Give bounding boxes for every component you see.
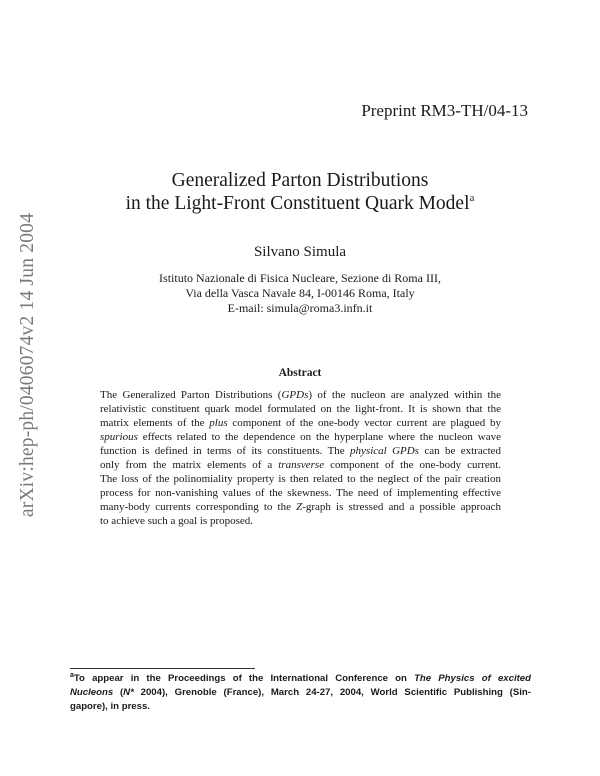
abstract-line: only from the matrix elements of a transverse component of the one-body current. xyxy=(100,459,502,471)
affiliation-email: E-mail: simula@roma3.infn.it xyxy=(227,301,373,315)
preprint-number: Preprint RM3-TH/04-13 xyxy=(361,101,528,120)
abstract-line: matrix elements of the plus component of the one-body vector current are plagued by xyxy=(100,417,502,429)
arxiv-identifier: arXiv:hep-ph/0406074v2 14 Jun 2004 xyxy=(17,212,38,518)
paper-title-line-2 xyxy=(80,192,520,215)
abstract-line: relativistic constituent quark model formulated on the light-front. It is shown that the xyxy=(100,403,501,415)
abstract-line: process for non-vanishing values of the skewness. The need of implementing effective xyxy=(100,487,501,499)
footnote-line: gapore), in press. xyxy=(70,701,150,712)
footnote-line: $^a$To appear in the Proceedings of the International Conference on The Physics of excited xyxy=(70,672,532,684)
abstract-line: function is defined in terms of its constituents. The physical GPDs can be extracted xyxy=(100,445,502,457)
abstract-line: to achieve such a goal is proposed. xyxy=(100,515,254,527)
paper-title-line-1: Generalized Parton Distributions xyxy=(171,170,429,191)
abstract-line: The loss of the polinomiality property is then related to the neglect of the pair creation xyxy=(100,473,501,485)
footnote-divider xyxy=(70,668,255,669)
abstract-line: The Generalized Parton Distributions (GPDs) of the nucleon are analyzed within the xyxy=(100,389,501,401)
title-footnote-mark[interactable]: a xyxy=(469,192,475,204)
affiliation-address: Via della Vasca Navale 84, I-00146 Roma, Italy xyxy=(185,286,415,300)
abstract-heading: Abstract xyxy=(278,367,322,379)
paper-title-text: in the Light-Front Constituent Quark Model xyxy=(125,193,470,214)
abstract-line: spurious effects related to the dependence on the hyperplane where the nucleon wave xyxy=(100,431,501,443)
abstract-line: many-body currents corresponding to the Z-graph is stressed and a possible approach xyxy=(100,501,501,513)
footnote-mark: a xyxy=(70,672,74,679)
author-name: Silvano Simula xyxy=(253,244,347,260)
affiliation-institute: Istituto Nazionale di Fisica Nucleare, Sezione di Roma III, xyxy=(159,271,441,285)
footnote-line: Nucleons (N* 2004), Grenoble (France), March 24-27, 2004, World Scientific Publishing (Sin- xyxy=(70,687,531,698)
